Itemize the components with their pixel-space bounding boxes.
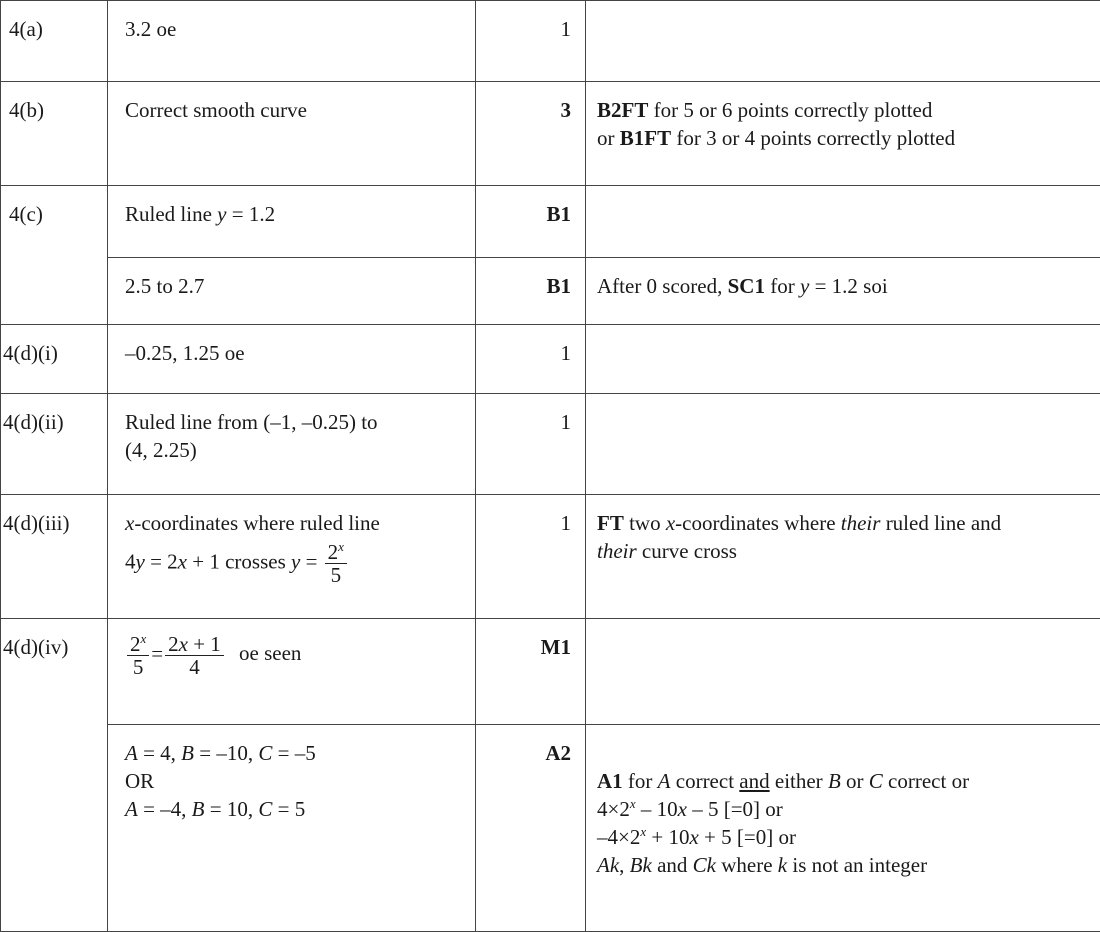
- answer: $\frac{2^x}{5}$ = $\frac{2x + 1}{4}$ oe seen: [108, 619, 476, 725]
- answer: Correct smooth curve: [108, 82, 476, 186]
- answer: Ruled line from (–1, –0.25) to (4, 2.25): [108, 394, 476, 495]
- table-row: [1, 186, 1100, 258]
- marks: A2: [476, 725, 586, 932]
- table-row: [1, 495, 1100, 619]
- marks: 1: [476, 495, 586, 619]
- answer: Ruled line y = 1.2: [108, 186, 476, 258]
- question-number: 4(d)(iii): [1, 495, 108, 619]
- marks: 1: [476, 325, 586, 394]
- fraction: $\frac{2^x}{5}$: [127, 633, 149, 678]
- question-number: 4(d)(ii): [1, 394, 108, 495]
- table-row: [1, 82, 1100, 186]
- table-row: [1, 325, 1100, 394]
- answer: A = 4, B = –10, C = –5 OR A = –4, B = 10, C = 5: [108, 725, 476, 932]
- marks: 3: [476, 82, 586, 186]
- guidance: [586, 1, 1100, 82]
- marks: 1: [476, 1, 586, 82]
- fraction: $\frac{2x + 1}{4}$: [165, 633, 224, 678]
- guidance: [586, 186, 1100, 258]
- table-row: [1, 1, 1100, 82]
- marks: B1: [476, 258, 586, 325]
- table-row: [1, 619, 1100, 725]
- guidance: [586, 619, 1100, 725]
- guidance: A1 for A correct and either B or C correct or $4\times 2^x - 10x - 5$ [=0] or $-4\times 2^x + 10x + 5$ [=0] or Ak, Bk and Ck where k is not an integer: [586, 725, 1100, 932]
- guidance: B2FT for 5 or 6 points correctly plotted or B1FT for 3 or 4 points correctly plotted: [586, 82, 1100, 186]
- question-number: 4(c): [1, 186, 108, 325]
- guidance: FT two x-coordinates where their ruled line and their curve cross: [586, 495, 1100, 619]
- fraction: $\frac{2^x}{5}$: [325, 541, 347, 586]
- table-row: [1, 258, 1100, 325]
- answer: –0.25, 1.25 oe: [108, 325, 476, 394]
- guidance: [586, 394, 1100, 495]
- table-row: [1, 725, 1100, 932]
- answer: 3.2 oe: [108, 1, 476, 82]
- question-number: 4(d)(iv): [1, 619, 108, 932]
- answer: x-coordinates where ruled line 4y = 2x + 1 crosses y = $\frac{2^x}{5}$: [108, 495, 476, 619]
- question-number: 4(b): [1, 82, 108, 186]
- question-number: 4(a): [1, 1, 108, 82]
- marks: M1: [476, 619, 586, 725]
- guidance: [586, 325, 1100, 394]
- guidance: After 0 scored, SC1 for y = 1.2 soi: [586, 258, 1100, 325]
- table-row: [1, 394, 1100, 495]
- marks: B1: [476, 186, 586, 258]
- answer: 2.5 to 2.7: [108, 258, 476, 325]
- question-number: 4(d)(i): [1, 325, 108, 394]
- marks: 1: [476, 394, 586, 495]
